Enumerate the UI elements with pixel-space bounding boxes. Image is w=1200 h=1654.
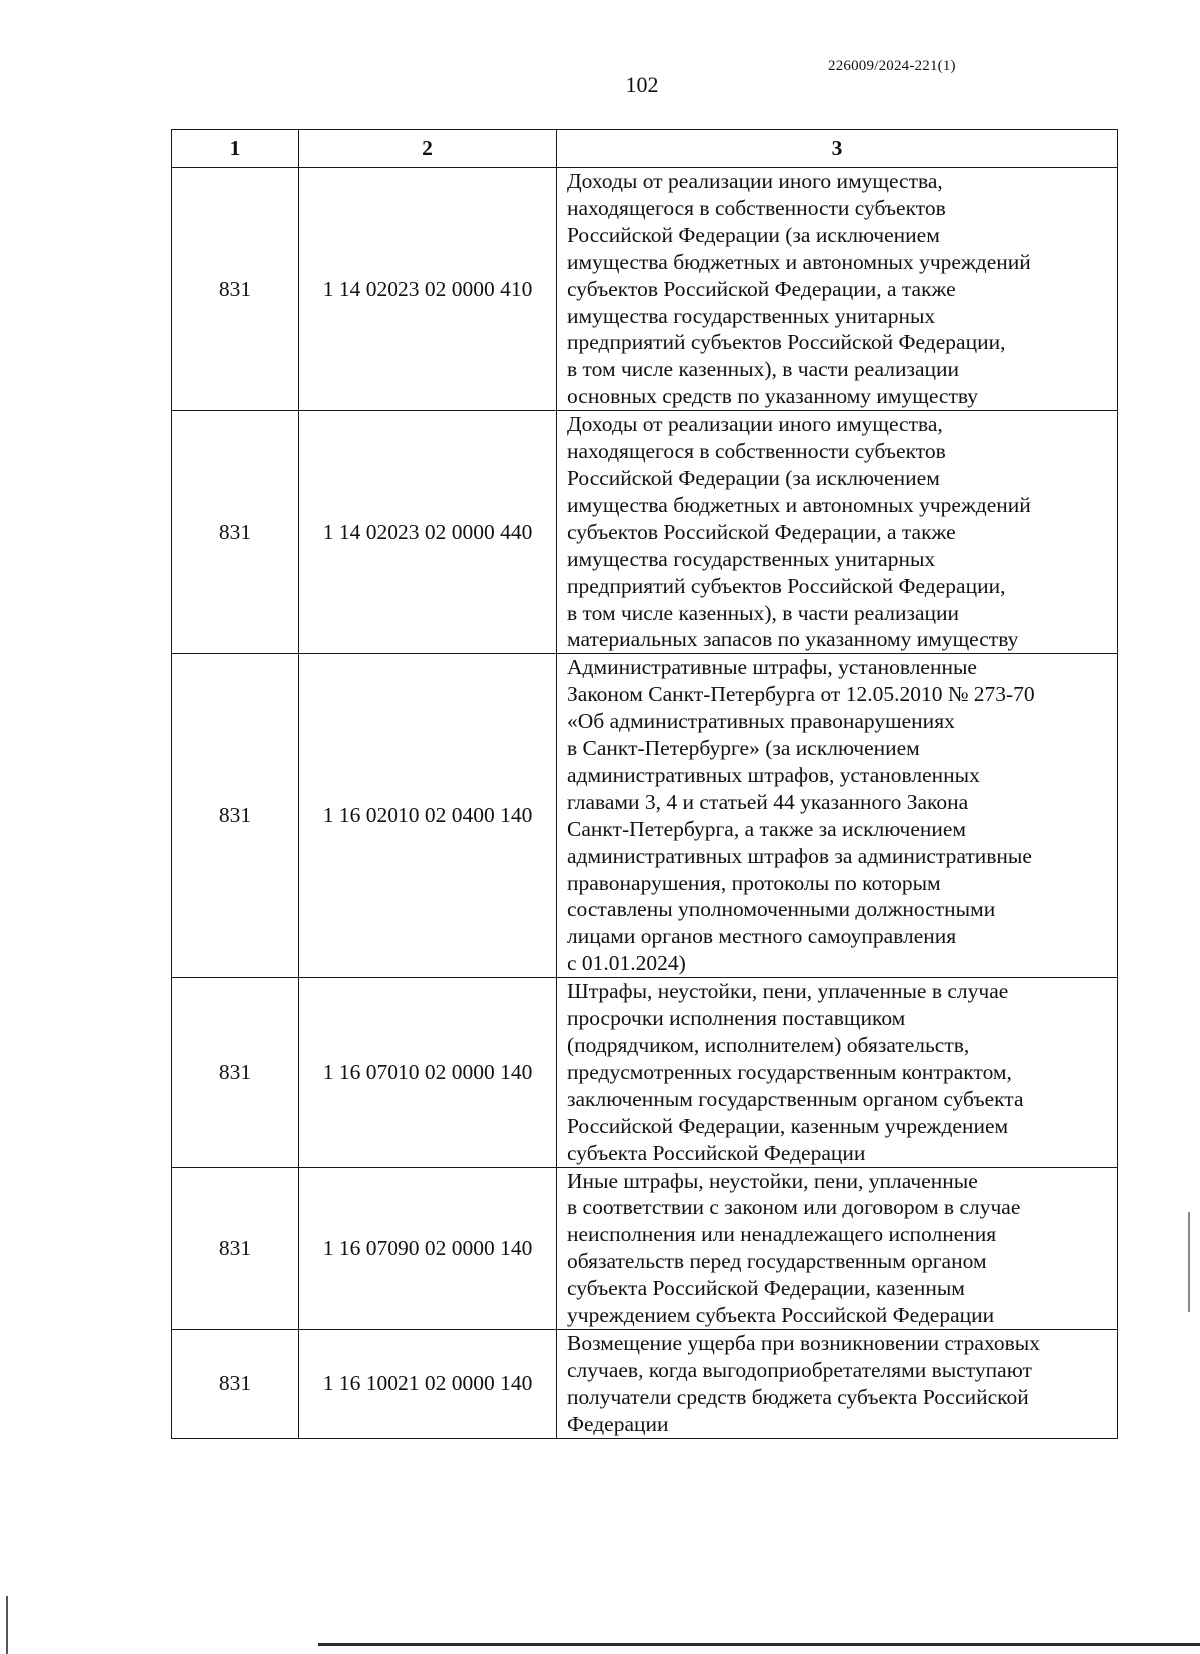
- table-row: [172, 1329, 1118, 1438]
- admin-code-cell: 831: [172, 1329, 299, 1438]
- description-line: правонарушения, протоколы по которым: [567, 870, 941, 895]
- description-line: Законом Санкт-Петербурга от 12.05.2010 № 273-70: [567, 682, 1035, 707]
- description-line: в соответствии с законом или договором в случае: [567, 1195, 1021, 1220]
- description-line: просрочки исполнения поставщиком: [567, 1006, 906, 1031]
- table-row: [172, 1167, 1118, 1329]
- page-number: 102: [625, 72, 659, 97]
- admin-code-cell: 831: [172, 411, 299, 654]
- admin-code-cell: 831: [172, 168, 299, 411]
- description-line: имущества государственных унитарных: [567, 546, 936, 571]
- admin-code-cell: 831: [172, 654, 299, 978]
- description-line: учреждением субъекта Российской Федерации: [567, 1303, 995, 1328]
- description-line: основных средств по указанному имуществу: [567, 384, 979, 409]
- description-line: административных штрафов за административные: [567, 843, 1032, 868]
- document-registration-number: 226009/2024-221(1): [828, 58, 956, 74]
- bottom-rule: [318, 1643, 1200, 1646]
- description-line: имущества государственных унитарных: [567, 303, 936, 328]
- description-line: (подрядчиком, исполнителем) обязательств,: [567, 1033, 970, 1057]
- description-line: в Санкт-Петербурге» (за исключением: [567, 736, 920, 761]
- description-line: составлены уполномоченными должностными: [567, 897, 996, 922]
- table-row: [172, 654, 1118, 978]
- description-line: имущества бюджетных и автономных учреждений: [567, 249, 1031, 274]
- description-line: Возмещение ущерба при возникновении страховых: [567, 1330, 1040, 1355]
- description-line: Штрафы, неустойки, пени, уплаченные в случае: [567, 979, 1009, 1004]
- description-line: находящегося в собственности субъектов: [567, 195, 946, 220]
- description-line: Российской Федерации, казенным учреждением: [567, 1113, 1009, 1138]
- description-cell: [557, 1167, 1118, 1329]
- kbk-code-cell: 1 16 02010 02 0400 140: [299, 654, 557, 978]
- description-cell: [557, 411, 1118, 654]
- scan-edge-mark: [6, 1596, 8, 1654]
- column-header-1: 1: [172, 130, 299, 168]
- description-line: субъектов Российской Федерации, а также: [567, 519, 956, 544]
- description-line: находящегося в собственности субъектов: [567, 439, 946, 464]
- description-line: неисполнения или ненадлежащего исполнения: [567, 1222, 997, 1247]
- description-line: «Об административных правонарушениях: [567, 709, 955, 734]
- table-row: [172, 411, 1118, 654]
- description-line: случаев, когда выгодоприобретателями выступают: [567, 1357, 1032, 1382]
- table-body: [172, 168, 1118, 1439]
- scan-edge-mark: [1188, 1212, 1190, 1312]
- description-line: субъекта Российской Федерации, казенным: [567, 1276, 965, 1301]
- description-line: предусмотренных государственным контрактом,: [567, 1059, 1012, 1084]
- description-line: субъекта Российской Федерации: [567, 1140, 866, 1165]
- column-header-3: 3: [557, 130, 1118, 168]
- description-line: в том числе казенных), в части реализации: [567, 600, 960, 625]
- description-line: Российской Федерации (за исключением: [567, 465, 940, 490]
- table-header-row: [172, 130, 1118, 168]
- description-line: обязательств перед государственным органом: [567, 1249, 987, 1274]
- description-line: Доходы от реализации иного имущества,: [567, 412, 943, 437]
- description-cell: [557, 654, 1118, 978]
- description-line: предприятий субъектов Российской Федерации,: [567, 573, 1006, 598]
- description-line: получатели средств бюджета субъекта Российской: [567, 1384, 1029, 1409]
- description-line: Доходы от реализации иного имущества,: [567, 169, 943, 193]
- description-cell: [557, 978, 1118, 1167]
- table-row: [172, 978, 1118, 1167]
- kbk-code-cell: 1 16 10021 02 0000 140: [299, 1329, 557, 1438]
- kbk-code-cell: 1 16 07010 02 0000 140: [299, 978, 557, 1167]
- description-line: Иные штрафы, неустойки, пени, уплаченные: [567, 1168, 978, 1193]
- description-line: главами 3, 4 и статьей 44 указанного Закона: [567, 789, 969, 814]
- kbk-code-cell: 1 14 02023 02 0000 410: [299, 168, 557, 411]
- description-cell: [557, 168, 1118, 411]
- revenue-codes-table: [171, 129, 1118, 1439]
- description-line: субъектов Российской Федерации, а также: [567, 276, 956, 301]
- column-header-2: 2: [299, 130, 557, 168]
- description-line: Российской Федерации (за исключением: [567, 222, 940, 247]
- kbk-code-cell: 1 14 02023 02 0000 440: [299, 411, 557, 654]
- description-line: Административные штрафы, установленные: [567, 655, 977, 680]
- description-line: Федерации: [567, 1411, 669, 1436]
- kbk-code-cell: 1 16 07090 02 0000 140: [299, 1167, 557, 1329]
- description-line: заключенным государственным органом субъекта: [567, 1086, 1024, 1111]
- description-line: материальных запасов по указанному имуществу: [567, 627, 1019, 652]
- description-cell: [557, 1329, 1118, 1438]
- admin-code-cell: 831: [172, 978, 299, 1167]
- description-line: предприятий субъектов Российской Федерации,: [567, 330, 1006, 355]
- description-line: лицами органов местного самоуправления: [567, 924, 957, 949]
- description-line: имущества бюджетных и автономных учреждений: [567, 492, 1031, 517]
- admin-code-cell: 831: [172, 1167, 299, 1329]
- description-line: в том числе казенных), в части реализации: [567, 357, 960, 382]
- description-line: с 01.01.2024): [567, 951, 686, 976]
- description-line: административных штрафов, установленных: [567, 762, 980, 787]
- description-line: Санкт-Петербурга, а также за исключением: [567, 816, 967, 841]
- table-row: [172, 168, 1118, 411]
